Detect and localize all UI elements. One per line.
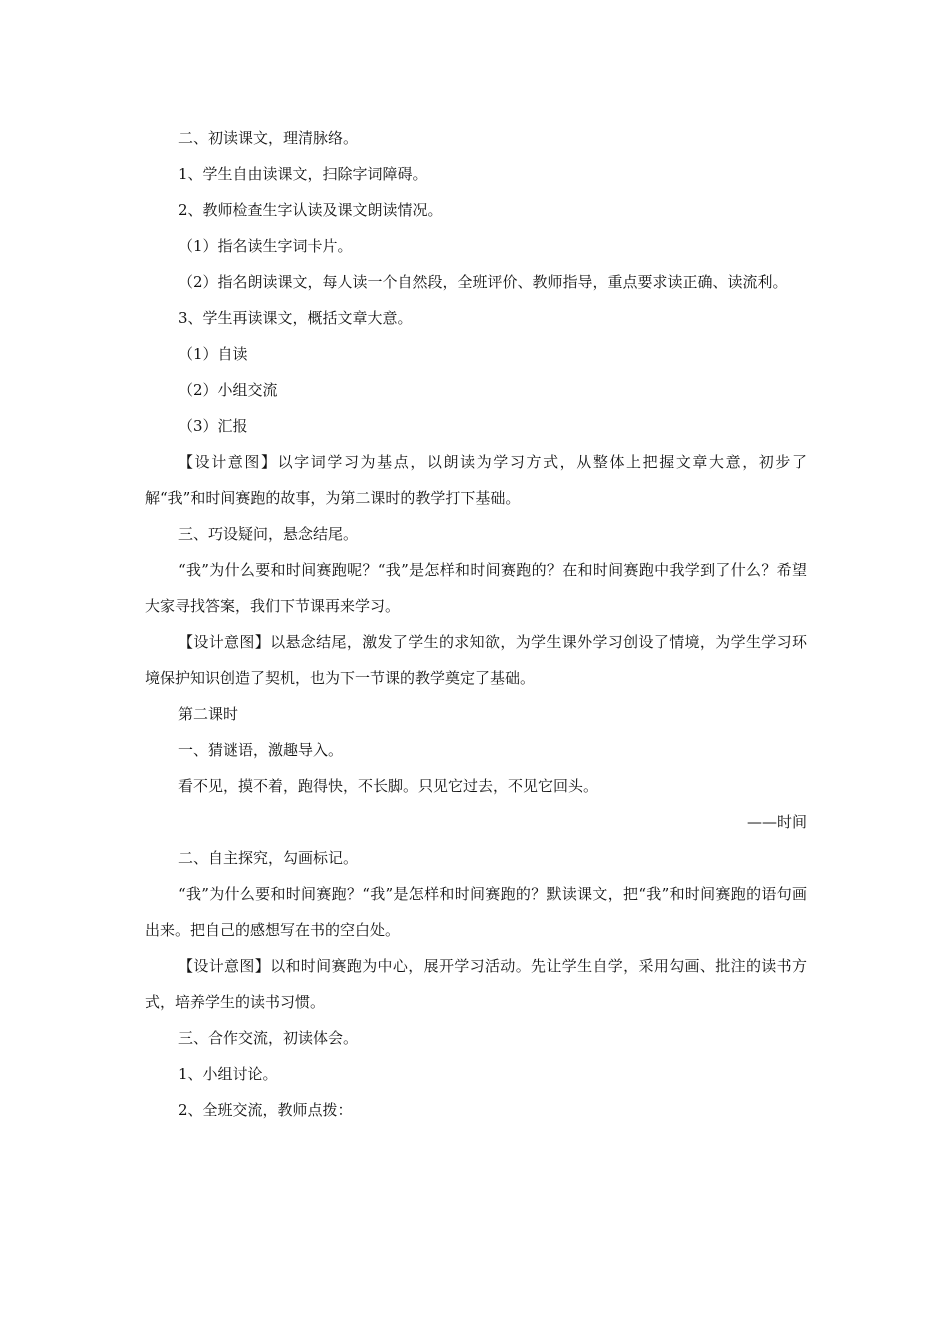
substep-self-reading: （1）自读 [178, 345, 248, 363]
section-heading-initial-reading: 二、初读课文，理清脉络。 [178, 129, 359, 147]
design-intent-1: 【设计意图】以字词学习为基点，以朗读为学习方式，从整体上把握文章大意，初步了解“我”和时间赛跑的故事，为第二课时的教学打下基础。 [145, 453, 807, 507]
substep-group-exchange: （2）小组交流 [178, 381, 278, 399]
step-free-reading: 1、学生自由读课文，扫除字词障碍。 [178, 165, 428, 183]
substep-read-aloud: （2）指名朗读课文，每人读一个自然段，全班评价、教师指导，重点要求读正确、读流利。 [178, 273, 788, 291]
section-heading-self-explore: 二、自主探究，勾画标记。 [178, 849, 359, 867]
riddle-answer: ——时间 [746, 813, 807, 831]
step-class-exchange: 2、全班交流，教师点拨： [178, 1101, 353, 1119]
step-reread-summarize: 3、学生再读课文，概括文章大意。 [178, 309, 413, 327]
riddle-text: 看不见，摸不着，跑得快，不长脚。只见它过去，不见它回头。 [178, 777, 599, 795]
design-intent-3: 【设计意图】以和时间赛跑为中心，展开学习活动。先让学生自学，采用勾画、批注的读书方式，培养学生的读书习惯。 [145, 957, 807, 1011]
explore-questions: “我”为什么要和时间赛跑？“我”是怎样和时间赛跑的？默读课文，把“我”和时间赛跑的语句画出来。把自己的感想写在书的空白处。 [145, 885, 807, 939]
step-group-discussion: 1、小组讨论。 [178, 1065, 278, 1083]
lesson-two-title: 第二课时 [178, 705, 239, 723]
substep-report: （3）汇报 [178, 417, 248, 435]
suspense-questions: “我”为什么要和时间赛跑呢？“我”是怎样和时间赛跑的？在和时间赛跑中我学到了什么？希望大家寻找答案，我们下节课再来学习。 [145, 561, 807, 615]
section-heading-cooperate: 三、合作交流，初读体会。 [178, 1029, 359, 1047]
section-heading-riddle: 一、猜谜语，激趣导入。 [178, 741, 344, 759]
document-body [145, 120, 807, 1128]
design-intent-2: 【设计意图】以悬念结尾，激发了学生的求知欲，为学生课外学习创设了情境，为学生学习环境保护知识创造了契机，也为下一节课的教学奠定了基础。 [145, 633, 807, 687]
section-heading-suspense: 三、巧设疑问，悬念结尾。 [178, 525, 359, 543]
step-teacher-check: 2、教师检查生字认读及课文朗读情况。 [178, 201, 443, 219]
substep-word-cards: （1）指名读生字词卡片。 [178, 237, 353, 255]
